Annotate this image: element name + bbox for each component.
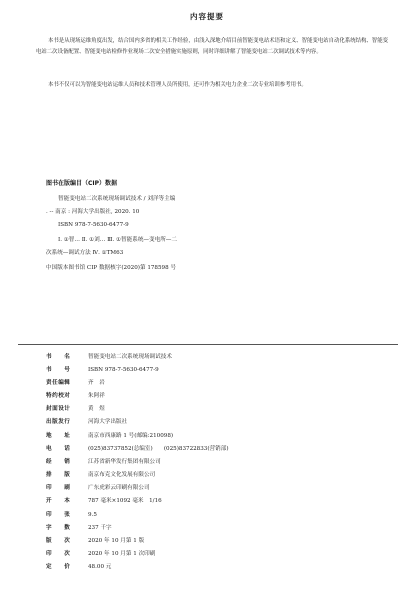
summary-paragraph-1: 本书是从现场运维角度出发，结合国内多省的相关工作经验，由浅入深地介绍目前智能变电站术语和定义、智能变电站自动化系统结构、智能变电站二次设备配置、智能变电站检修作业现场二次安全措施实施原则，同时详细讲解了智能变电站二次调试技术等内容。 (36, 38, 388, 55)
info-label: 地 址 (46, 433, 71, 439)
info-value: 广东虎彩云印刷有限公司 (88, 485, 150, 491)
info-label: 电 话 (46, 446, 71, 452)
info-label: 定 价 (46, 564, 71, 570)
info-label: 开 本 (46, 498, 71, 504)
info-row-typesetting (46, 469, 155, 482)
info-row-cover-design (46, 403, 105, 416)
info-row-isbn (46, 364, 159, 377)
cip-publisher-line: . -- 南京 : 河海大学出版社, 2020. 10 (46, 209, 140, 215)
info-value: ISBN 978-7-5630-6477-9 (88, 367, 159, 373)
info-label: 特约校对 (46, 393, 71, 399)
info-row-distributor (46, 456, 161, 469)
info-label: 出版发行 (46, 419, 71, 425)
info-value: 2020 年 10 月第 1 次印刷 (88, 551, 156, 557)
summary-title: 内容提要 (190, 12, 224, 21)
cip-heading: 图书在版编目（CIP）数据 (46, 180, 118, 187)
summary-paragraph-2: 本书不仅可以为智能变电站运维人员和技术管理人员所使用，还可作为相关电力企业二次专业培训参考用书。 (48, 82, 307, 88)
info-value: 9.5 (88, 512, 97, 518)
info-row-phone (46, 443, 229, 456)
info-label: 排 版 (46, 472, 71, 478)
info-label: 印 刷 (46, 485, 71, 491)
info-label: 书 号 (46, 367, 71, 373)
info-label: 书 名 (46, 354, 71, 360)
info-value: 南京市西康路 1 号(邮编:210098) (88, 433, 174, 439)
info-row-sheets (46, 509, 97, 522)
info-label: 版 次 (46, 538, 71, 544)
info-label: 经 销 (46, 459, 71, 465)
info-value: 787 毫米×1092 毫米 1/16 (88, 498, 162, 504)
cip-classification-line: Ⅰ. ①智… Ⅱ. ①刘… Ⅲ. ①智能系统—变电所—二 (58, 237, 177, 243)
info-row-editor (46, 377, 105, 390)
info-label: 责任编辑 (46, 380, 71, 386)
info-value: 河海大学出版社 (88, 419, 128, 425)
cip-title-line: 智能变电站二次系统现场调试技术 / 刘洋等主编 (58, 196, 176, 202)
info-label: 封面设计 (46, 406, 71, 412)
info-row-title (46, 351, 172, 364)
info-row-price (46, 561, 111, 574)
info-label: 印 次 (46, 551, 71, 557)
info-row-word-count (46, 522, 112, 535)
info-row-publisher (46, 416, 127, 429)
info-value: 黄 煜 (88, 406, 105, 412)
info-value: 齐 岩 (88, 380, 105, 386)
info-label: 字 数 (46, 525, 71, 531)
info-value: 朱阿祥 (88, 393, 105, 399)
divider (18, 344, 398, 345)
info-row-printing (46, 482, 150, 495)
info-value: 237 千字 (88, 525, 112, 531)
info-value: 48.00 元 (88, 564, 112, 570)
info-value: 2020 年 10 月第 1 版 (88, 538, 145, 544)
info-value: (025)83737852(总编室) (025)83722833(营销部) (88, 446, 229, 452)
info-value: 江苏省新华发行集团有限公司 (88, 459, 161, 465)
info-label: 印 张 (46, 512, 71, 518)
info-row-proofreader (46, 390, 105, 403)
info-value: 智能变电站二次系统现场调试技术 (88, 354, 172, 360)
info-value: 南京布克文化发展有限公司 (88, 472, 156, 478)
info-row-edition (46, 535, 144, 548)
info-row-address (46, 430, 173, 443)
info-row-format (46, 495, 162, 508)
cip-record-number: 中国版本图书馆 CIP 数据核字(2020)第 178598 号 (46, 265, 177, 271)
cip-classification-line-cont: 次系统—调试方法 Ⅳ. ①TM63 (46, 250, 124, 256)
cip-isbn-line: ISBN 978-7-5630-6477-9 (58, 222, 129, 228)
info-row-impression (46, 548, 155, 561)
